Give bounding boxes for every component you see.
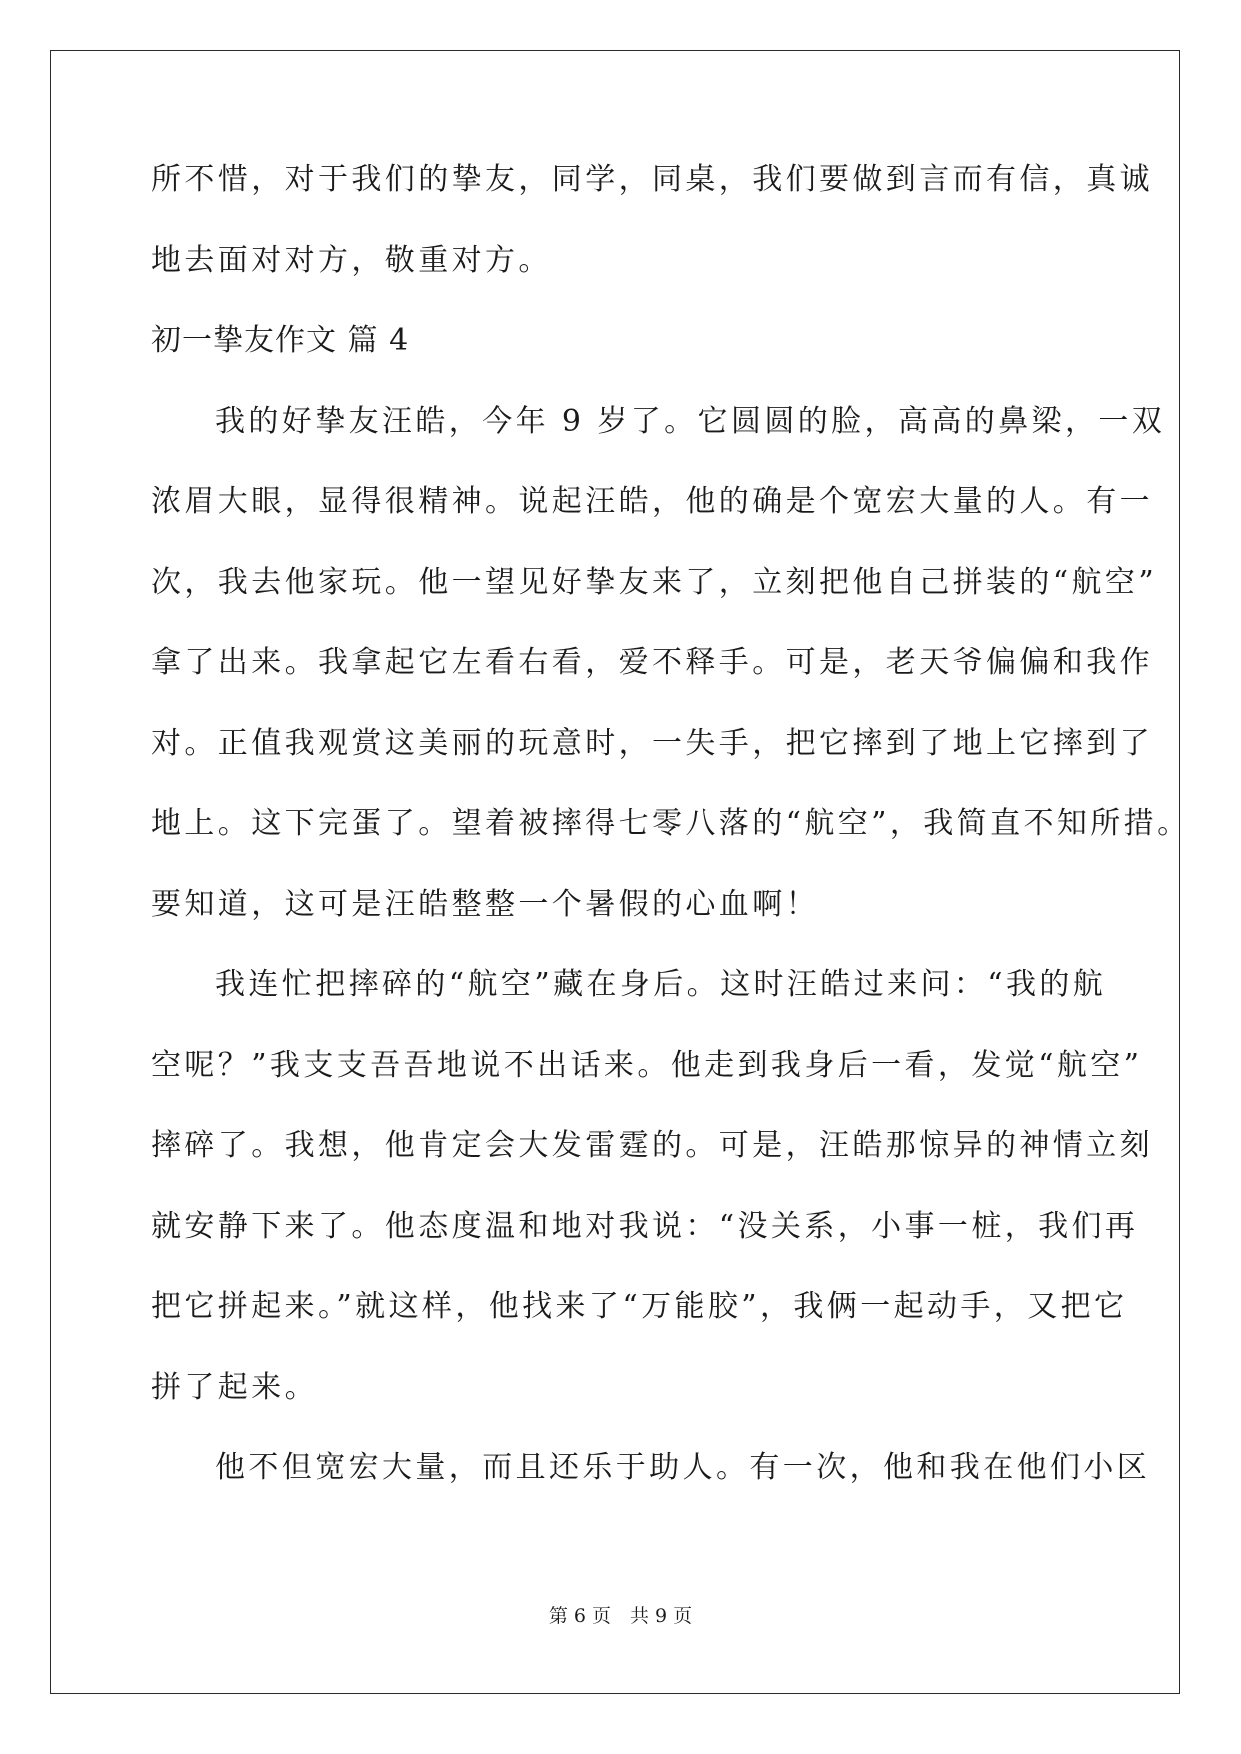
section-heading: 初一挚友作文 篇 4 <box>151 323 410 358</box>
text-line: 要知道，这可是汪皓整整一个暑假的心血啊！ <box>151 886 819 922</box>
text-line: 他不但宽宏大量，而且还乐于助人。有一次，他和我在他们小区 <box>215 1450 1151 1485</box>
page-number-footer: 第 6 页 共 9 页 <box>548 1605 693 1627</box>
text-line: 摔碎了。我想，他肯定会大发雷霆的。可是，汪皓那惊异的神情立刻 <box>151 1128 1153 1163</box>
text-line: 就安静下来了。他态度温和地对我说：“没关系，小事一桩，我们再 <box>151 1208 1139 1244</box>
text-line: 我连忙把摔碎的“航空”藏在身后。这时汪皓过来问：“我的航 <box>215 967 1107 1002</box>
text-line: 拿了出来。我拿起它左看右看，爱不释手。可是，老天爷偏偏和我作 <box>151 645 1153 680</box>
text-line: 所不惜，对于我们的挚友，同学，同桌，我们要做到言而有信，真诚 <box>151 162 1153 197</box>
text-line: 地去面对对方，敬重对方。 <box>151 242 552 278</box>
text-line: 次，我去他家玩。他一望见好挚友来了，立刻把他自己拼装的“航空” <box>151 564 1158 600</box>
document-body <box>151 160 1191 1529</box>
text-line: 拼了起来。 <box>151 1369 318 1405</box>
text-line: 对。正值我观赏这美丽的玩意时，一失手，把它摔到了地上它摔到了 <box>151 725 1153 761</box>
text-line: 把它拼起来。”就这样，他找来了“万能胶”，我俩一起动手，又把它 <box>151 1289 1128 1324</box>
text-line: 空呢？”我支支吾吾地说不出话来。他走到我身后一看，发觉“航空” <box>151 1047 1143 1083</box>
text-line: 浓眉大眼，显得很精神。说起汪皓，他的确是个宽宏大量的人。有一 <box>151 484 1153 519</box>
text-line: 我的好挚友汪皓，今年 9 岁了。它圆圆的脸，高高的鼻梁，一双 <box>215 403 1166 439</box>
text-line: 地上。这下完蛋了。望着被摔得七零八落的“航空”，我简直不知所措。 <box>151 806 1191 841</box>
